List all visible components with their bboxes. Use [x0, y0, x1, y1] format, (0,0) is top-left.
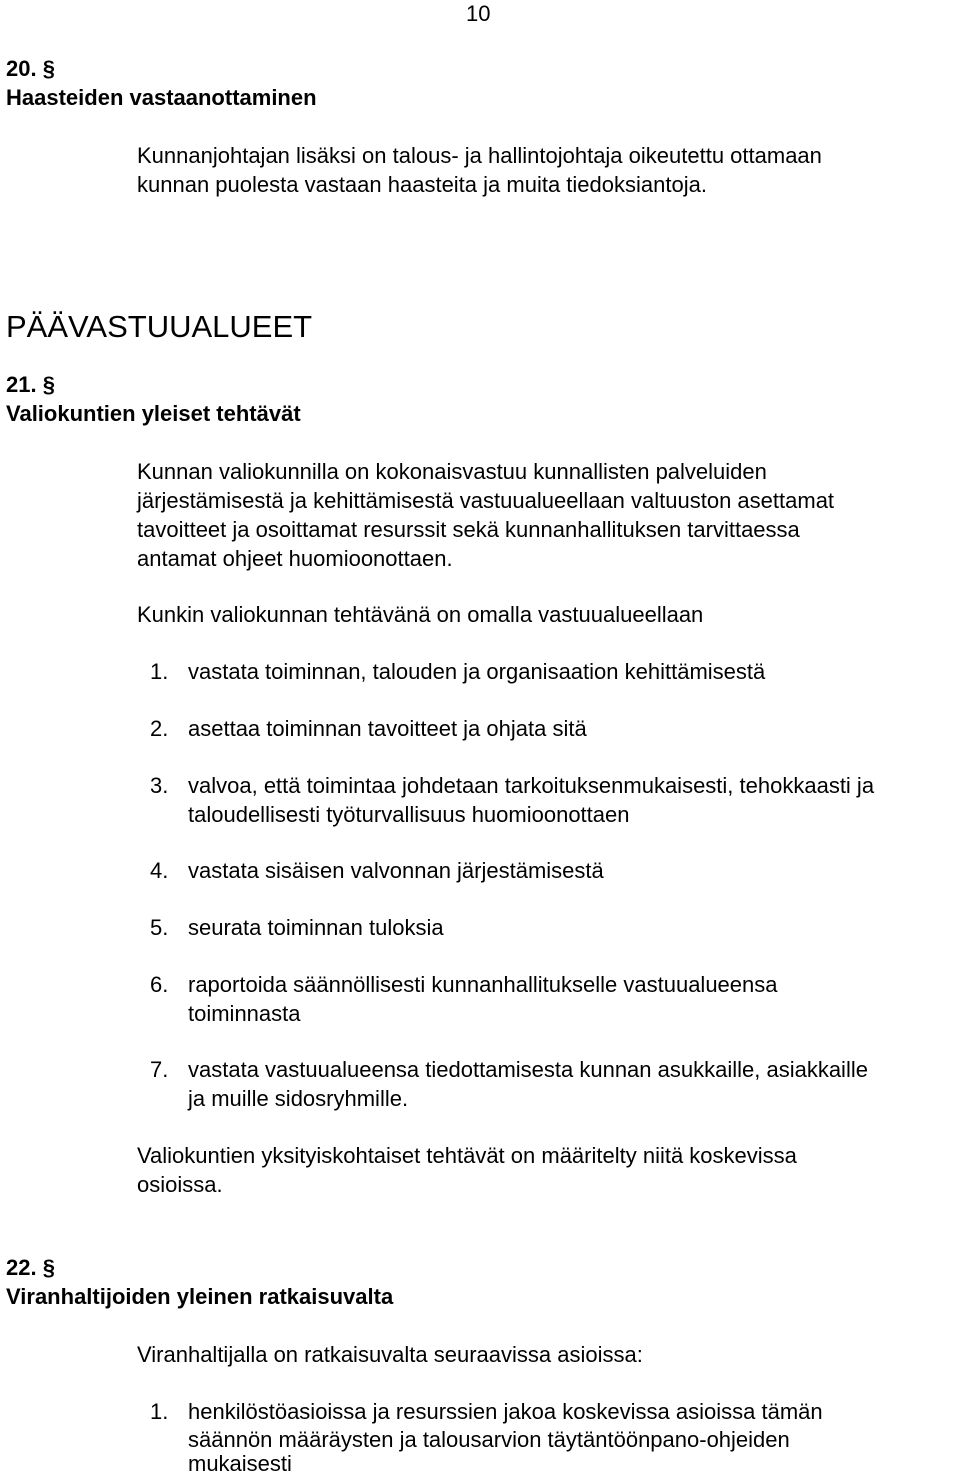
- list-item-text: vastata sisäisen valvonnan järjestämisestä: [188, 858, 604, 883]
- list-item-text: seurata toiminnan tuloksia: [188, 915, 444, 940]
- list-item-number: 6.: [150, 972, 169, 997]
- list-item-text: henkilöstöasioissa ja resurssien jakoa koskevissa asioissa tämän: [188, 1399, 823, 1424]
- list-item-number: 3.: [150, 773, 169, 798]
- section-21-intro-line: antamat ohjeet huomioonottaen.: [137, 546, 453, 571]
- list-item-text: raportoida säännöllisesti kunnanhallitukselle vastuualueensa: [188, 972, 778, 997]
- section-21-outro-line: Valiokuntien yksityiskohtaiset tehtävät on määritelty niitä koskevissa: [137, 1143, 797, 1168]
- section-20-text-line: kunnan puolesta vastaan haasteita ja muita tiedoksiantoja.: [137, 172, 707, 197]
- section-20-number: 20. §: [6, 56, 55, 81]
- list-item-text: valvoa, että toimintaa johdetaan tarkoituksenmukaisesti, tehokkaasti ja: [188, 773, 875, 798]
- list-item-text: toiminnasta: [188, 1001, 301, 1026]
- list-item-text: vastata vastuualueensa tiedottamisesta kunnan asukkaille, asiakkaille: [188, 1057, 868, 1082]
- section-22-title: Viranhaltijoiden yleinen ratkaisuvalta: [6, 1284, 394, 1309]
- section-21-list-intro: Kunkin valiokunnan tehtävänä on omalla vastuualueellaan: [137, 602, 704, 627]
- section-20-title: Haasteiden vastaanottaminen: [6, 85, 317, 110]
- main-heading: PÄÄVASTUUALUEET: [6, 309, 313, 344]
- list-item-number: 1.: [150, 659, 169, 684]
- section-21-title: Valiokuntien yleiset tehtävät: [6, 401, 301, 426]
- section-20-text-line: Kunnanjohtajan lisäksi on talous- ja hallintojohtaja oikeutettu ottamaan: [137, 143, 822, 168]
- section-21-intro-line: järjestämisestä ja kehittämisestä vastuualueellaan valtuuston asettamat: [137, 488, 835, 513]
- section-21-intro-line: Kunnan valiokunnilla on kokonaisvastuu kunnallisten palveluiden: [137, 459, 767, 484]
- section-21-outro-line: osioissa.: [137, 1172, 223, 1197]
- list-item-text: säännön määräysten ja talousarvion täytäntöönpano-ohjeiden: [188, 1427, 790, 1452]
- section-21-intro-line: tavoitteet ja osoittamat resurssit sekä kunnanhallituksen tarvittaessa: [137, 517, 800, 542]
- list-item-number: 7.: [150, 1057, 169, 1082]
- list-item-text: ja muille sidosryhmille.: [188, 1086, 409, 1111]
- list-item-text: vastata toiminnan, talouden ja organisaation kehittämisestä: [188, 659, 766, 684]
- list-item-text: mukaisesti: [188, 1451, 292, 1476]
- section-22-intro: Viranhaltijalla on ratkaisuvalta seuraavissa asioissa:: [137, 1342, 643, 1367]
- list-item-text: asettaa toiminnan tavoitteet ja ohjata sitä: [188, 716, 587, 741]
- list-item-number: 4.: [150, 858, 169, 883]
- section-22-number: 22. §: [6, 1255, 55, 1280]
- list-item-number: 5.: [150, 915, 169, 940]
- list-item-number: 1.: [150, 1399, 169, 1424]
- list-item-number: 2.: [150, 716, 169, 741]
- page-number: 10: [466, 1, 491, 26]
- section-21-number: 21. §: [6, 372, 55, 397]
- list-item-text: taloudellisesti työturvallisuus huomioonottaen: [188, 802, 630, 827]
